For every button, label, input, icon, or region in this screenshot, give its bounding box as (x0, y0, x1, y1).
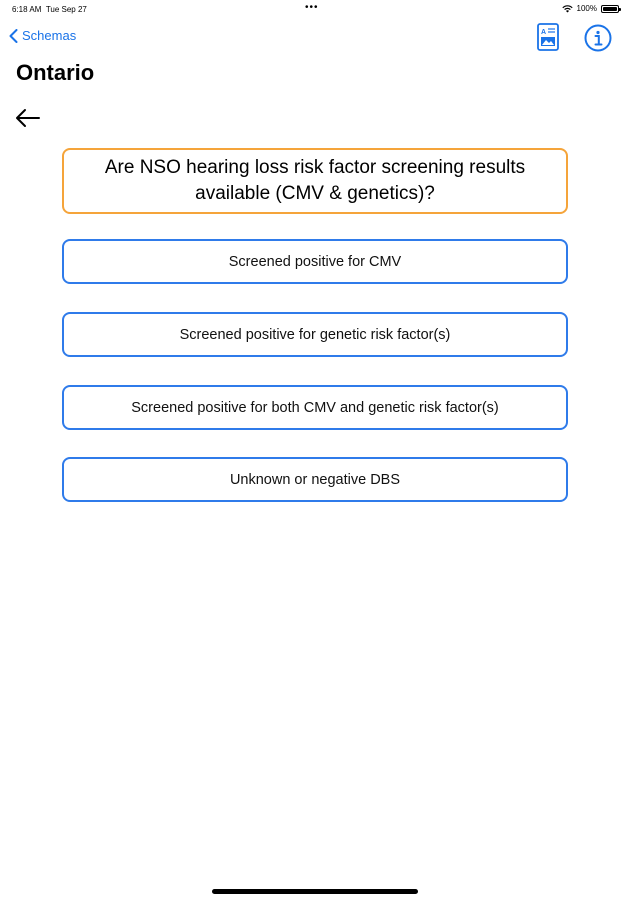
back-label: Schemas (22, 28, 77, 43)
option-button-both[interactable] (62, 385, 568, 430)
arrow-left-icon (14, 106, 42, 130)
svg-text:A: A (541, 29, 547, 36)
status-indicators (562, 4, 619, 13)
option-label: Unknown or negative DBS (229, 471, 401, 488)
info-button[interactable] (584, 24, 612, 52)
document-icon (537, 23, 559, 51)
status-date: Tue Sep 27 (45, 5, 87, 14)
option-label: Screened positive for genetic risk factor(s) (179, 326, 451, 343)
status-clock: 6:18 AM (12, 5, 42, 14)
option-label: Screened positive for both CMV and genetic risk factor(s) (131, 399, 499, 416)
battery-percent: 100% (576, 4, 597, 13)
previous-question-button[interactable] (14, 106, 42, 130)
home-indicator[interactable] (212, 889, 418, 894)
question-text: Are NSO hearing loss risk factor screening results available (CMV & genetics)? (104, 157, 526, 204)
page-title: Ontario (16, 60, 95, 85)
option-button-unknown[interactable] (62, 457, 568, 502)
chevron-left-icon (9, 29, 18, 43)
status-bar (0, 0, 629, 20)
option-label: Screened positive for CMV (228, 253, 402, 270)
option-button-cmv[interactable] (62, 239, 568, 284)
document-button[interactable] (537, 23, 559, 51)
battery-icon (601, 5, 619, 13)
wifi-icon (562, 5, 573, 13)
multitasking-dots[interactable]: ••• (305, 2, 319, 13)
info-icon (584, 24, 612, 52)
battery-fill (603, 7, 617, 11)
option-button-genetic[interactable] (62, 312, 568, 357)
back-to-schemas-button[interactable] (9, 28, 76, 43)
question-box (62, 148, 568, 214)
status-time (12, 5, 87, 14)
